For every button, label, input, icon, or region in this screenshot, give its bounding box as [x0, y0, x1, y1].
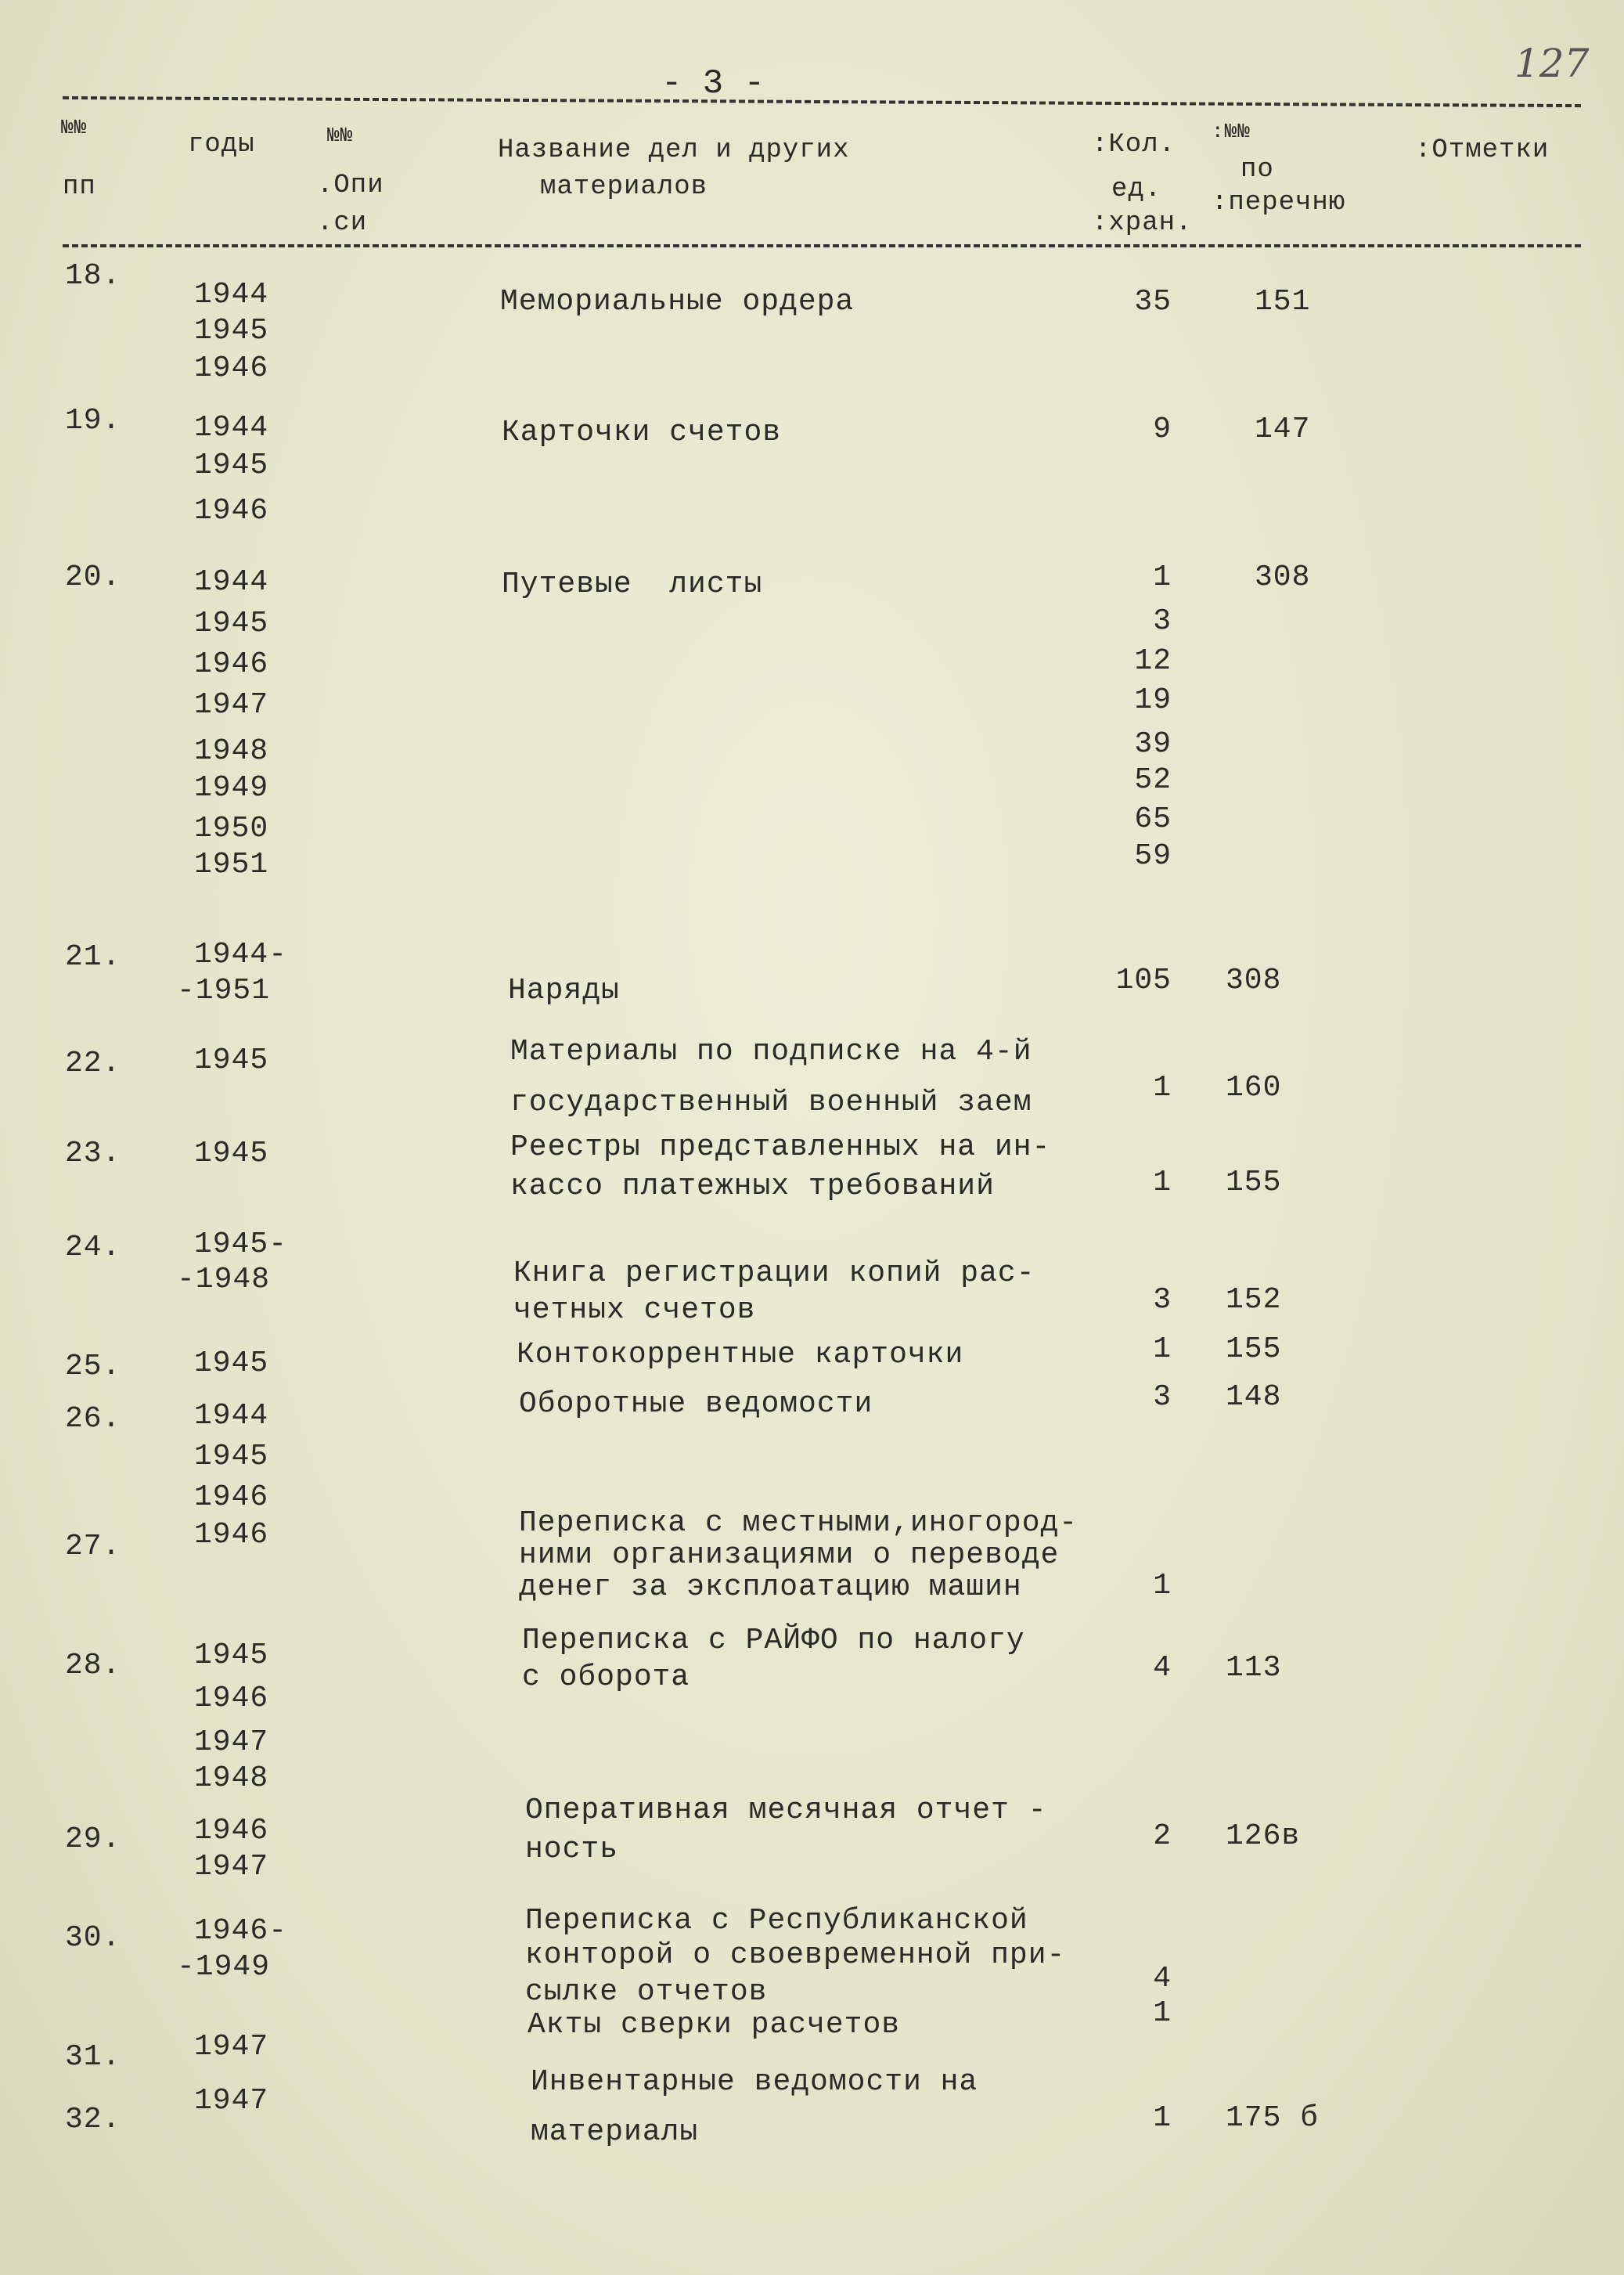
row-list-reference: 155	[1226, 1166, 1282, 1199]
row-quantity: 39	[1134, 727, 1172, 761]
row-year: 1948	[194, 734, 269, 768]
row-title: с оборота	[522, 1660, 690, 1694]
row-year: 1945	[194, 1044, 269, 1077]
header-num-1: №№	[61, 116, 88, 139]
row-quantity: 1	[1153, 1569, 1172, 1603]
row-year: 1945	[194, 449, 269, 482]
header-qty-1: :Кол.	[1092, 130, 1176, 160]
row-year: 1946	[194, 1814, 269, 1848]
row-list-reference: 148	[1226, 1380, 1282, 1414]
row-year: 1947	[194, 1725, 269, 1759]
row-number: 32.	[65, 2103, 121, 2136]
row-year: 1944	[194, 278, 269, 312]
row-list-reference: 160	[1226, 1071, 1282, 1105]
row-title: Карточки счетов	[502, 416, 782, 449]
row-year: 1947	[194, 2084, 269, 2118]
row-year: 1951	[194, 848, 269, 882]
row-title: ними организациями о переводе	[519, 1538, 1060, 1572]
row-number: 27.	[65, 1530, 121, 1563]
row-number: 30.	[65, 1921, 121, 1955]
row-quantity: 3	[1153, 1380, 1172, 1414]
row-number: 31.	[65, 2040, 121, 2074]
header-num-2: пп	[63, 172, 96, 202]
row-number: 24.	[65, 1231, 121, 1264]
row-list-reference: 126в	[1226, 1819, 1301, 1853]
row-year: -1951	[177, 974, 271, 1008]
row-quantity: 1	[1153, 1996, 1172, 2030]
row-year: 1945	[194, 314, 269, 348]
row-year: 1946	[194, 494, 269, 528]
row-title: Инвентарные ведомости на	[531, 2065, 978, 2099]
row-year: 1945	[194, 1440, 269, 1473]
page-number: - 3 -	[661, 64, 765, 103]
row-title: Мемориальные ордера	[500, 285, 855, 319]
row-number: 20.	[65, 561, 121, 594]
row-quantity: 105	[1115, 964, 1172, 997]
row-quantity: 1	[1153, 561, 1172, 594]
row-title: Материалы по подписке на 4-й	[510, 1035, 1032, 1069]
row-title: Переписка с Республиканской	[525, 1904, 1028, 1938]
header-name-1: Название дел и других	[498, 135, 850, 165]
row-list-reference: 175 б	[1226, 2101, 1320, 2135]
row-quantity: 3	[1153, 1283, 1172, 1317]
row-quantity: 12	[1134, 644, 1172, 678]
row-number: 19.	[65, 404, 121, 438]
header-opis-1: №№	[327, 124, 354, 147]
row-title: кассо платежных требований	[510, 1170, 995, 1203]
row-quantity: 3	[1153, 604, 1172, 638]
row-title: Оборотные ведомости	[519, 1387, 873, 1421]
row-year: 1946	[194, 352, 269, 385]
row-list-reference: 147	[1255, 413, 1311, 446]
row-list-reference: 113	[1226, 1651, 1282, 1685]
row-quantity: 2	[1153, 1819, 1172, 1853]
row-list-reference: 308	[1226, 964, 1282, 997]
header-name-2: материалов	[540, 172, 708, 202]
header-qty-2: ед.	[1111, 175, 1162, 204]
row-number: 29.	[65, 1823, 121, 1856]
row-year: 1946	[194, 1480, 269, 1514]
row-number: 26.	[65, 1402, 121, 1436]
row-year: -1948	[177, 1263, 271, 1296]
row-quantity: 1	[1153, 1332, 1172, 1366]
row-year: 1945-	[194, 1228, 288, 1261]
handwritten-folio-number: 127	[1514, 41, 1590, 86]
row-quantity: 4	[1153, 1962, 1172, 1996]
row-list-reference: 151	[1255, 285, 1311, 319]
row-year: 1946	[194, 1518, 269, 1552]
row-quantity: 4	[1153, 1651, 1172, 1685]
row-quantity: 1	[1153, 1166, 1172, 1199]
row-title: четных счетов	[513, 1293, 756, 1327]
row-title: Контокоррентные карточки	[517, 1338, 964, 1372]
row-number: 21.	[65, 940, 121, 974]
row-year: -1949	[177, 1950, 271, 1984]
row-year: 1950	[194, 812, 269, 845]
row-quantity: 1	[1153, 1071, 1172, 1105]
row-year: 1944	[194, 411, 269, 445]
row-year: 1945	[194, 1137, 269, 1170]
row-year: 1946-	[194, 1914, 288, 1948]
row-year: 1946	[194, 1682, 269, 1715]
row-title: государственный военный заем	[510, 1086, 1032, 1119]
row-title: Переписка с РАЙФО по налогу	[522, 1624, 1025, 1657]
row-year: 1949	[194, 771, 269, 805]
row-number: 18.	[65, 259, 121, 293]
row-year: 1944	[194, 1399, 269, 1433]
row-year: 1945	[194, 607, 269, 640]
header-opis-3: .си	[317, 208, 368, 238]
row-title: Переписка с местными,иногород-	[519, 1506, 1078, 1540]
header-qty-3: :хран.	[1092, 208, 1193, 238]
row-year: 1946	[194, 647, 269, 681]
row-number: 25.	[65, 1350, 121, 1383]
header-opis-2: .Опи	[317, 171, 384, 200]
row-title: Путевые листы	[502, 568, 763, 601]
row-list-reference: 308	[1255, 561, 1311, 594]
row-year: 1944	[194, 565, 269, 599]
row-quantity: 59	[1134, 839, 1172, 873]
row-year: 1945	[194, 1347, 269, 1380]
row-list-reference: 152	[1226, 1283, 1282, 1317]
row-title: Наряды	[508, 974, 620, 1008]
row-title: материалы	[531, 2115, 699, 2149]
row-title: конторой о своевременной при-	[525, 1938, 1066, 1972]
row-number: 23.	[65, 1137, 121, 1170]
row-year: 1947	[194, 688, 269, 722]
header-ref-3: :перечню	[1212, 188, 1346, 218]
row-quantity: 1	[1153, 2101, 1172, 2135]
row-quantity: 35	[1134, 285, 1172, 319]
row-quantity: 52	[1134, 763, 1172, 797]
header-ref-1: :№№	[1212, 120, 1251, 143]
header-years: годы	[188, 130, 255, 160]
row-title: ность	[525, 1833, 619, 1866]
row-number: 22.	[65, 1047, 121, 1080]
row-quantity: 19	[1134, 683, 1172, 717]
header-marks: :Отметки	[1415, 135, 1550, 165]
row-year: 1947	[194, 1850, 269, 1884]
row-quantity: 65	[1134, 802, 1172, 836]
row-title: Книга регистрации копий рас-	[513, 1256, 1035, 1290]
header-bottom-rule	[63, 244, 1581, 247]
row-number: 28.	[65, 1649, 121, 1682]
row-year: 1947	[194, 2030, 269, 2064]
row-list-reference: 155	[1226, 1332, 1282, 1366]
row-year: 1944-	[194, 938, 288, 972]
row-title: денег за эксплоатацию машин	[519, 1570, 1022, 1604]
row-title: Реестры представленных на ин-	[510, 1130, 1051, 1164]
row-title: Оперативная месячная отчет -	[525, 1794, 1047, 1827]
row-title: сылке отчетов	[525, 1975, 768, 2009]
row-title: Акты сверки расчетов	[528, 2008, 901, 2042]
row-year: 1948	[194, 1761, 269, 1795]
row-year: 1945	[194, 1639, 269, 1672]
row-quantity: 9	[1153, 413, 1172, 446]
header-ref-2: по	[1241, 155, 1274, 185]
